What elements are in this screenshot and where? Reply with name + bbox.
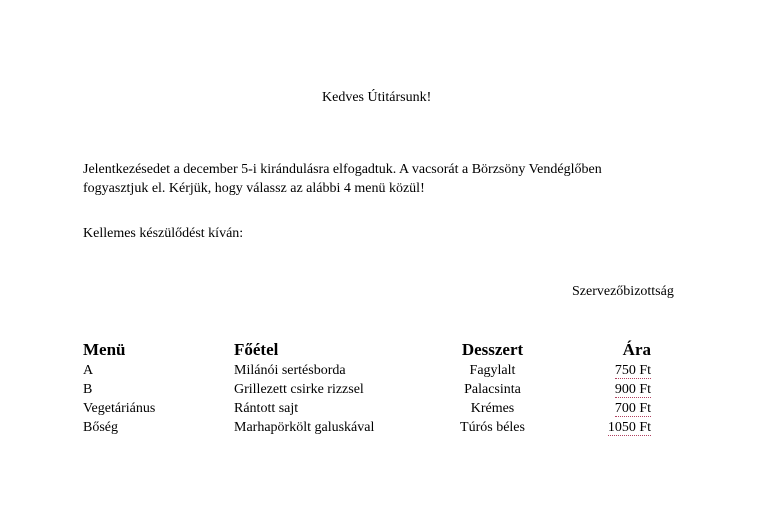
cell-price (551, 399, 651, 418)
menu-table (80, 339, 651, 437)
cell-main-course: Marhapörkölt galuskával (234, 420, 375, 435)
table-row (80, 380, 651, 399)
header-main-course: Főétel (234, 340, 279, 359)
paragraph-line: Jelentkezésedet a december 5-i kirándulásra elfogadtuk. A vacsorát a Börzsöny Vendéglőben (83, 162, 602, 177)
cell-dessert: Fagylalt (469, 363, 516, 378)
cell-main-course: Rántott sajt (234, 401, 299, 416)
cell-main-course: Grillezett csirke rizzsel (234, 382, 364, 397)
price-value: 700 Ft (614, 401, 651, 416)
letter-closing: Kellemes készülődést kíván: (83, 226, 244, 241)
cell-menu: Bőség (83, 420, 118, 435)
cell-price (551, 361, 651, 380)
cell-main-course: Milánói sertésborda (234, 363, 346, 378)
price-value: 1050 Ft (607, 420, 651, 435)
cell-dessert: Palacsinta (464, 382, 521, 397)
header-menu: Menü (83, 340, 126, 359)
letter-paragraph (83, 160, 602, 198)
letter-greeting: Kedves Útitársunk! (322, 90, 432, 105)
letter-signature: Szervezőbizottság (572, 284, 674, 299)
cell-menu: A (83, 363, 94, 378)
header-dessert: Desszert (461, 340, 524, 359)
price-value: 900 Ft (614, 382, 651, 397)
cell-price (551, 380, 651, 399)
table-header-row (80, 339, 651, 361)
cell-dessert: Krémes (470, 401, 515, 416)
price-value: 750 Ft (614, 363, 651, 378)
table-row (80, 399, 651, 418)
cell-price (551, 418, 651, 437)
table-row (80, 418, 651, 437)
paragraph-line: fogyasztjuk el. Kérjük, hogy válassz az alábbi 4 menü közül! (83, 181, 425, 196)
header-price: Ára (622, 340, 651, 359)
table-row (80, 361, 651, 380)
cell-menu: B (83, 382, 93, 397)
cell-menu: Vegetáriánus (83, 401, 156, 416)
cell-dessert: Túrós béles (460, 420, 525, 435)
